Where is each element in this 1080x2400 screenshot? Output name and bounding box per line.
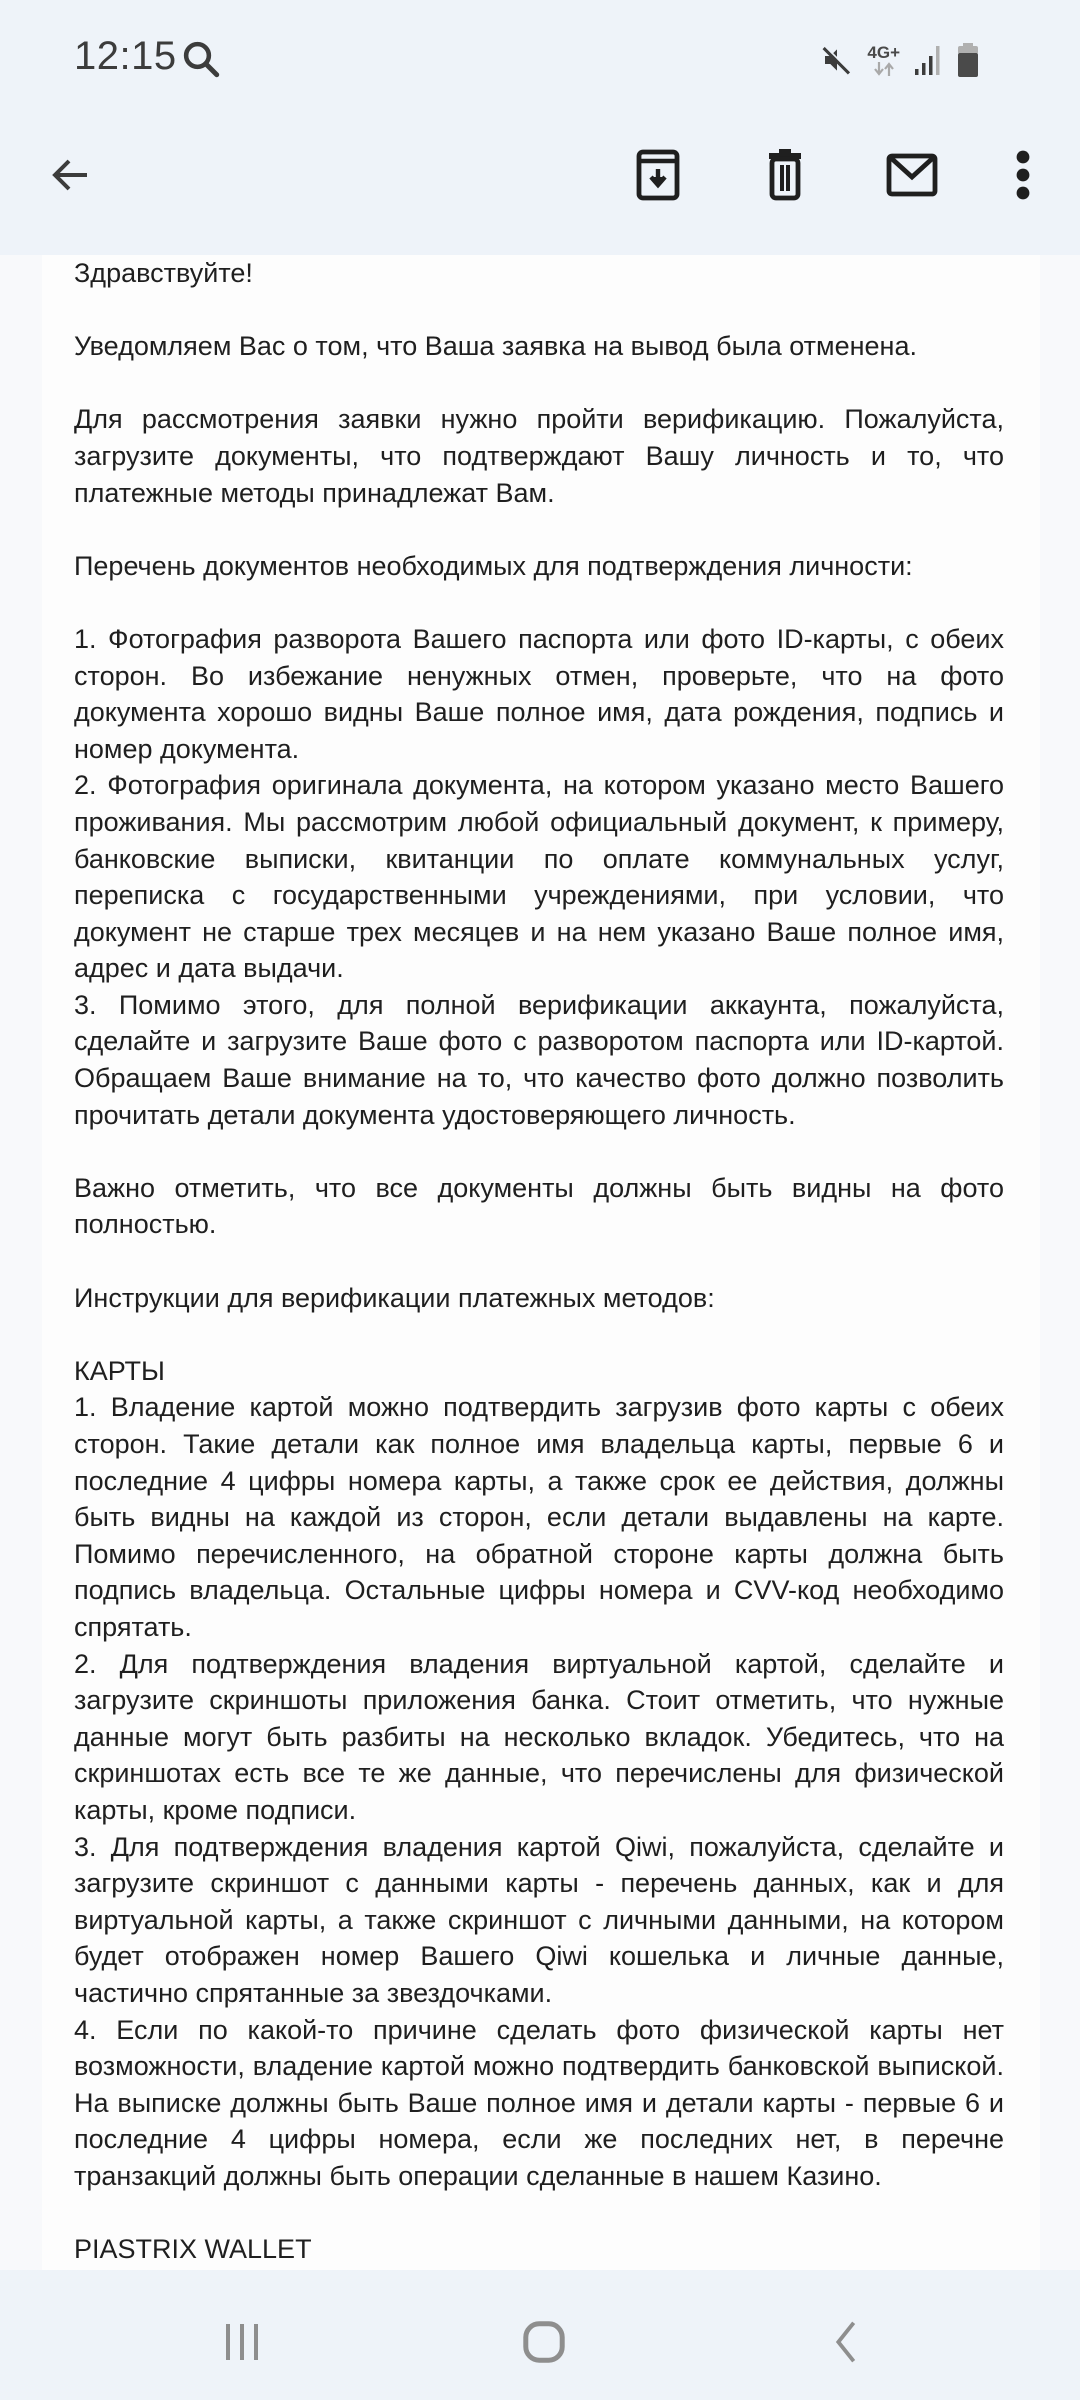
status-time: 12:15 <box>74 34 177 78</box>
email-paragraph: Перечень документов необходимых для подтверждения личности: <box>74 550 913 581</box>
status-bar <box>0 0 1080 120</box>
battery-icon <box>956 42 980 78</box>
email-paragraph: 4. Если по какой-то причине сделать фото физической карты нет возможности, владение картой можно подтвердить банковской выпиской. На выписке должны быть Ваше полное имя и детали карты - первые 6 и последние 4 цифры номера, если же последних нет, в перечне транзакций должны быть операции сделанные в нашем Казино. <box>74 2014 1004 2191</box>
email-paragraph: КАРТЫ <box>74 1355 165 1386</box>
more-vert-icon <box>1013 149 1033 201</box>
navigation-bar <box>0 2272 1080 2400</box>
more-options-button[interactable] <box>988 140 1058 210</box>
email-paragraph: 2. Для подтверждения владения виртуальной картой, сделайте и загрузите скриншоты приложения банка. Стоит отметить, что нужные данные могут быть разбиты на несколько вкладок. Убедитесь, что на скриншотах есть все те же данные, что перечислены для физической карты, кроме подписи. <box>74 1648 1004 1825</box>
archive-button[interactable] <box>623 140 693 210</box>
email-paragraph: Здравствуйте! <box>74 258 253 288</box>
data-arrows-icon <box>872 61 896 77</box>
archive-icon <box>633 149 683 201</box>
back-arrow-icon <box>47 151 95 199</box>
mute-icon <box>821 43 853 77</box>
home-button[interactable] <box>504 2302 584 2382</box>
back-button[interactable] <box>36 140 106 210</box>
system-back-button[interactable] <box>806 2302 886 2382</box>
recents-icon <box>222 2320 262 2364</box>
email-paragraph: PIASTRIX WALLET <box>74 2234 312 2265</box>
network-type: 4G+ <box>867 42 900 62</box>
email-content-scroll[interactable] <box>0 255 1080 2270</box>
paragraph-spacer <box>74 1243 1004 1280</box>
email-paragraph: Для рассмотрения заявки нужно пройти верификацию. Пожалуйста, загрузите документы, что подтверждают Вашу личность и то, что платежные методы принадлежат Вам. <box>74 404 1004 508</box>
email-paragraph: 3. Помимо этого, для полной верификации аккаунта, пожалуйста, сделайте и загрузите Ваше фото с разворотом паспорта или ID-картой. Обращаем Ваше внимание на то, что качество фото должно позволить прочитать детали документа удостоверяющего личность. <box>74 989 1004 1130</box>
delete-icon <box>763 149 807 201</box>
email-paragraph: 2. Фотография оригинала документа, на котором указано место Вашего проживания. Мы рассмотрим любой официальный документ, к примеру, банковские выписки, квитанции по оплате коммунальных услуг, переписка с государственными учреждениями, при условии, что документ не старше трех месяцев и на нем указано Ваше полное имя, адрес и дата выдачи. <box>74 770 1004 984</box>
delete-button[interactable] <box>750 140 820 210</box>
email-paragraph: Важно отметить, что все документы должны быть видны на фото полностью. <box>74 1172 1004 1240</box>
status-icons <box>821 40 980 80</box>
paragraph-spacer <box>74 1316 1004 1353</box>
email-paragraph: 1. Фотография разворота Вашего паспорта или фото ID-карты, с обеих сторон. Во избежание ненужных отмен, проверьте, что на фото документа хорошо видны Ваше полное имя, дата рождения, подпись и номер документа. <box>74 623 1004 764</box>
back-icon <box>831 2319 861 2365</box>
email-body <box>74 255 1004 2268</box>
home-icon <box>521 2319 567 2365</box>
signal-icon <box>914 43 942 77</box>
mark-unread-button[interactable] <box>877 140 947 210</box>
email-paragraph: 1. Владение картой можно подтвердить загрузив фото карты с обеих сторон. Такие детали как полное имя владельца карты, первые 6 и последние 4 цифры номера карты, а также срок ее действия, должны быть видны на каждой из сторон, если детали выдавлены на карте. Помимо перечисленного, на обратной стороне карты должна быть подпись владельца. Остальные цифры номера и CVV-код необходимо спрятать. <box>74 1392 1004 1642</box>
recents-button[interactable] <box>202 2302 282 2382</box>
paragraph-spacer <box>74 584 1004 621</box>
paragraph-spacer <box>74 292 1004 329</box>
paragraph-spacer <box>74 2194 1004 2231</box>
mark-unread-icon <box>885 153 939 197</box>
email-paragraph: 3. Для подтверждения владения картой Qiwi, пожалуйста, сделайте и загрузите скриншот с данными карты - перечень данных, как и для виртуальной карты, а также скриншот с личными данными, на котором будет отображен номер Вашего Qiwi кошелька и личные данные, частично спрятанные за звездочками. <box>74 1831 1004 2008</box>
search-icon <box>180 38 222 80</box>
paragraph-spacer <box>74 1133 1004 1170</box>
network-indicator <box>867 44 900 77</box>
email-paragraph: Инструкции для верификации платежных методов: <box>74 1282 715 1313</box>
paragraph-spacer <box>74 365 1004 402</box>
paragraph-spacer <box>74 511 1004 548</box>
email-paragraph: Уведомляем Вас о том, что Ваша заявка на вывод была отменена. <box>74 331 917 362</box>
